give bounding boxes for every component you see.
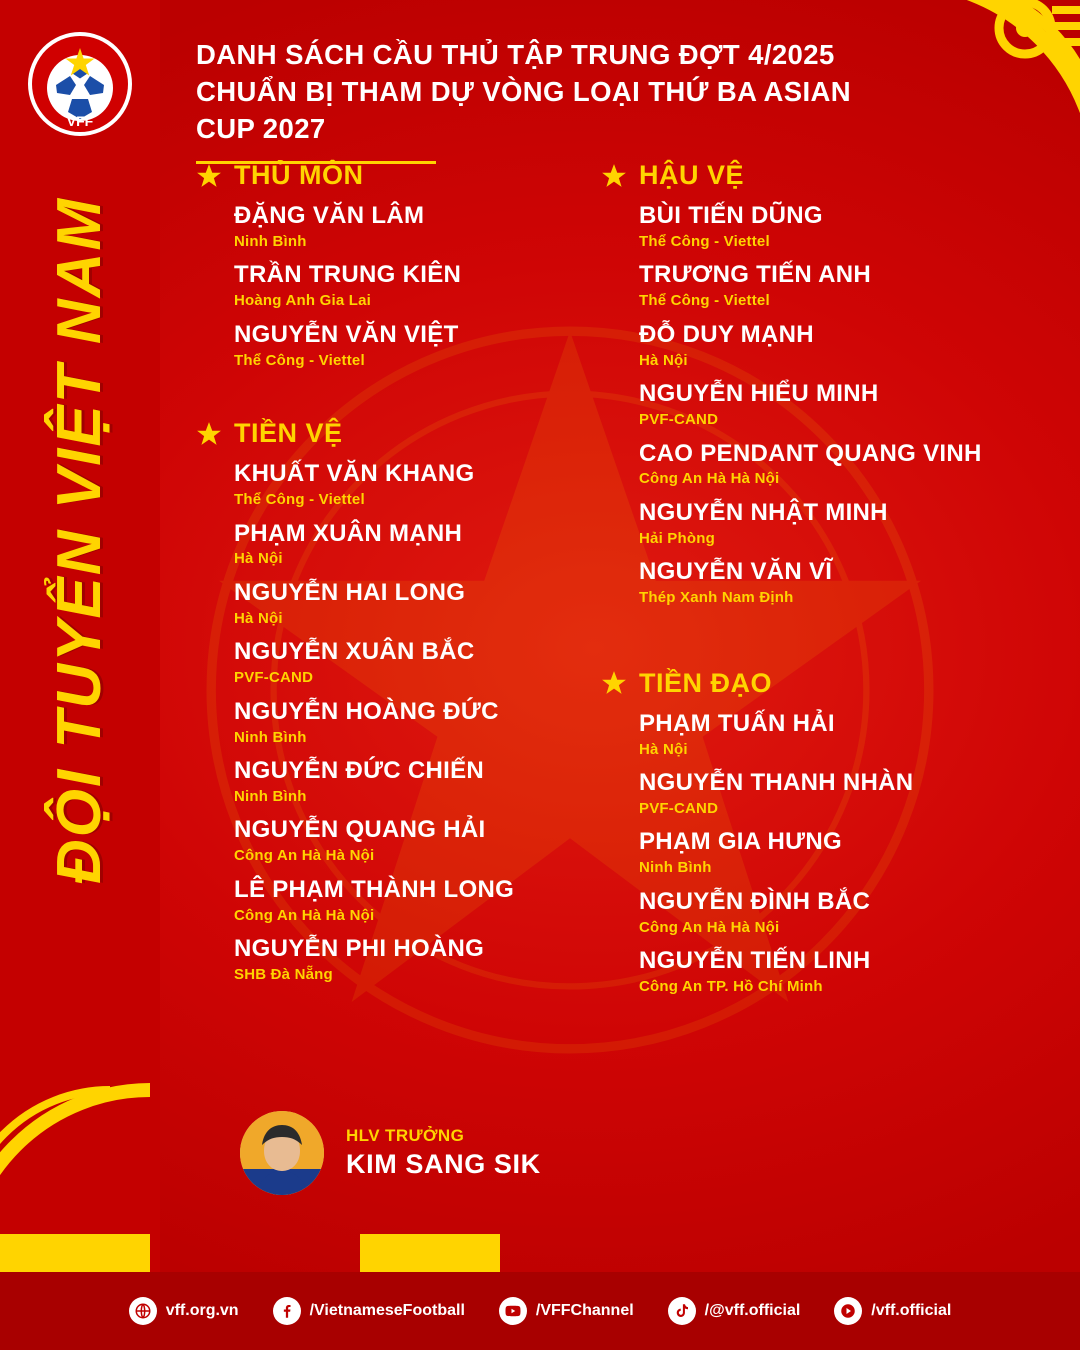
list-item <box>639 829 1041 877</box>
star-icon <box>601 670 627 696</box>
player-club: Công An Hà Hà Nội <box>639 918 780 936</box>
column-left <box>196 160 576 1015</box>
player-list <box>601 203 1041 608</box>
player-club: Hà Nội <box>234 609 283 627</box>
list-item <box>234 461 576 509</box>
player-name: NGUYỄN XUÂN BẮC <box>234 638 475 666</box>
player-club: PVF-CAND <box>639 799 719 817</box>
player-club: PVF-CAND <box>639 411 719 428</box>
group-header <box>601 668 1041 699</box>
player-club: Công An Hà Hà Nội <box>639 470 780 488</box>
title-line-1: DANH SÁCH CẦU THỦ TẬP TRUNG ĐỢT 4/2025 <box>196 39 835 70</box>
head-coach <box>240 1111 541 1195</box>
tiktok-icon <box>668 1297 696 1325</box>
play-icon <box>834 1297 862 1325</box>
footer-label: /VietnameseFootball <box>309 1302 465 1319</box>
player-name: NGUYỄN QUANG HẢI <box>234 816 486 844</box>
list-item <box>639 559 1041 607</box>
list-item <box>639 711 1041 759</box>
player-club: Thể Công - Viettel <box>234 491 365 508</box>
group-header <box>601 160 1041 191</box>
list-item <box>234 877 576 925</box>
list-item <box>234 203 576 251</box>
coach-avatar <box>240 1111 324 1195</box>
list-item <box>639 203 1041 251</box>
footer-social-bar <box>0 1272 1080 1350</box>
player-name: NGUYỄN VĂN VIỆT <box>234 320 459 348</box>
player-club: Thể Công - Viettel <box>639 292 770 310</box>
group-header <box>196 418 576 449</box>
youtube-icon <box>499 1297 527 1325</box>
list-item <box>234 639 576 687</box>
star-icon <box>196 163 222 189</box>
player-club: Hà Nội <box>234 550 283 568</box>
player-name: NGUYỄN ĐỨC CHIẾN <box>234 757 485 784</box>
list-item <box>234 758 576 806</box>
footer-label: vff.org.vn <box>165 1302 239 1319</box>
player-club: Hoàng Anh Gia Lai <box>234 292 372 310</box>
player-club: SHB Đà Nẵng <box>234 966 333 983</box>
group-title: HẬU VỆ <box>639 160 745 190</box>
list-item <box>639 889 1041 937</box>
coach-name: KIM SANG SIK <box>346 1149 541 1179</box>
player-club: Hà Nội <box>639 740 688 758</box>
vff-logo <box>26 30 134 138</box>
player-club: Thể Công - Viettel <box>234 351 365 369</box>
list-item <box>639 322 1041 370</box>
player-name: NGUYỄN NHẬT MINH <box>639 498 888 526</box>
vertical-title <box>0 0 160 1080</box>
player-list <box>196 461 576 984</box>
footer-label: /vff.official <box>871 1302 952 1319</box>
player-club: PVF-CAND <box>234 669 314 687</box>
title-line-2: CHUẨN BỊ THAM DỰ VÒNG LOẠI THỨ BA ASIAN CUP 2027 <box>196 76 852 145</box>
player-name: PHẠM XUÂN MẠNH <box>234 519 463 547</box>
player-club: Công An Hà Hà Nội <box>234 847 375 865</box>
player-name: NGUYỄN TIẾN LINH <box>639 947 871 975</box>
player-name: ĐỖ DUY MẠNH <box>639 320 814 348</box>
player-club: Thể Công - Viettel <box>639 232 770 250</box>
list-item <box>639 381 1041 429</box>
page-title <box>196 36 916 147</box>
globe-icon <box>129 1297 157 1325</box>
player-club: Ninh Bình <box>234 232 307 250</box>
player-name: LÊ PHẠM THÀNH LONG <box>234 875 515 903</box>
list-item <box>234 322 576 370</box>
footer-label: /VFFChannel <box>535 1302 634 1319</box>
star-icon <box>196 421 222 447</box>
player-club: Hải Phòng <box>639 529 715 547</box>
player-name: NGUYỄN PHI HOÀNG <box>234 935 485 963</box>
list-item <box>234 580 576 628</box>
footer-item-youtube[interactable] <box>499 1297 634 1325</box>
player-name: BÙI TIẾN DŨNG <box>639 202 823 229</box>
column-right <box>601 160 1041 1027</box>
player-list <box>601 711 1041 997</box>
player-name: CAO PENDANT QUANG VINH <box>639 439 982 467</box>
player-name: TRẦN TRUNG KIÊN <box>234 261 462 289</box>
footer-item-website[interactable] <box>129 1297 239 1325</box>
group-title: TIỀN ĐẠO <box>639 667 773 698</box>
player-list <box>196 203 576 370</box>
player-name: NGUYỄN HAI LONG <box>234 578 466 606</box>
player-club: Công An Hà Hà Nội <box>234 906 375 924</box>
group-forwards <box>601 668 1041 997</box>
player-name: PHẠM TUẤN HẢI <box>639 709 835 737</box>
group-defenders <box>601 160 1041 608</box>
player-name: TRƯƠNG TIẾN ANH <box>639 261 871 289</box>
group-midfielders <box>196 418 576 984</box>
footer-item-facebook[interactable] <box>273 1297 465 1325</box>
player-name: PHẠM GIA HƯNG <box>639 828 842 856</box>
player-name: NGUYỄN ĐÌNH BẮC <box>639 887 871 915</box>
group-title: TIỀN VỆ <box>234 418 343 449</box>
group-header <box>196 160 576 191</box>
player-name: NGUYỄN VĂN VĨ <box>639 558 833 586</box>
list-item <box>234 521 576 569</box>
player-club: Thép Xanh Nam Định <box>639 589 794 607</box>
list-item <box>234 936 576 984</box>
star-icon <box>601 163 627 189</box>
list-item <box>639 500 1041 548</box>
player-name: NGUYỄN HOÀNG ĐỨC <box>234 697 499 725</box>
header <box>196 36 916 164</box>
list-item <box>639 948 1041 996</box>
group-goalkeepers <box>196 160 576 370</box>
player-club: Ninh Bình <box>234 728 307 746</box>
list-item <box>234 699 576 747</box>
player-club: Công An TP. Hồ Chí Minh <box>639 978 823 995</box>
player-name: NGUYỄN THANH NHÀN <box>639 769 914 796</box>
coach-text <box>346 1126 541 1180</box>
svg-text:VFF: VFF <box>66 113 94 129</box>
footer-item-channel[interactable] <box>834 1297 951 1325</box>
coach-role: HLV TRƯỞNG <box>346 1126 465 1145</box>
player-name: KHUẤT VĂN KHANG <box>234 460 475 488</box>
player-name: NGUYỄN HIỂU MINH <box>639 380 879 408</box>
list-item <box>234 817 576 865</box>
list-item <box>639 441 1041 489</box>
facebook-icon <box>273 1297 301 1325</box>
player-name: ĐẶNG VĂN LÂM <box>234 202 425 229</box>
list-item <box>639 262 1041 310</box>
player-club: Hà Nội <box>639 351 688 369</box>
vertical-title-text: ĐỘI TUYỂN VIỆT NAM <box>45 196 115 884</box>
footer-label: /@vff.official <box>704 1302 801 1319</box>
list-item <box>639 770 1041 818</box>
footer-item-tiktok[interactable] <box>668 1297 801 1325</box>
player-club: Ninh Bình <box>234 787 307 805</box>
list-item <box>234 262 576 310</box>
group-title: THỦ MÔN <box>234 160 364 190</box>
player-club: Ninh Bình <box>639 859 712 877</box>
